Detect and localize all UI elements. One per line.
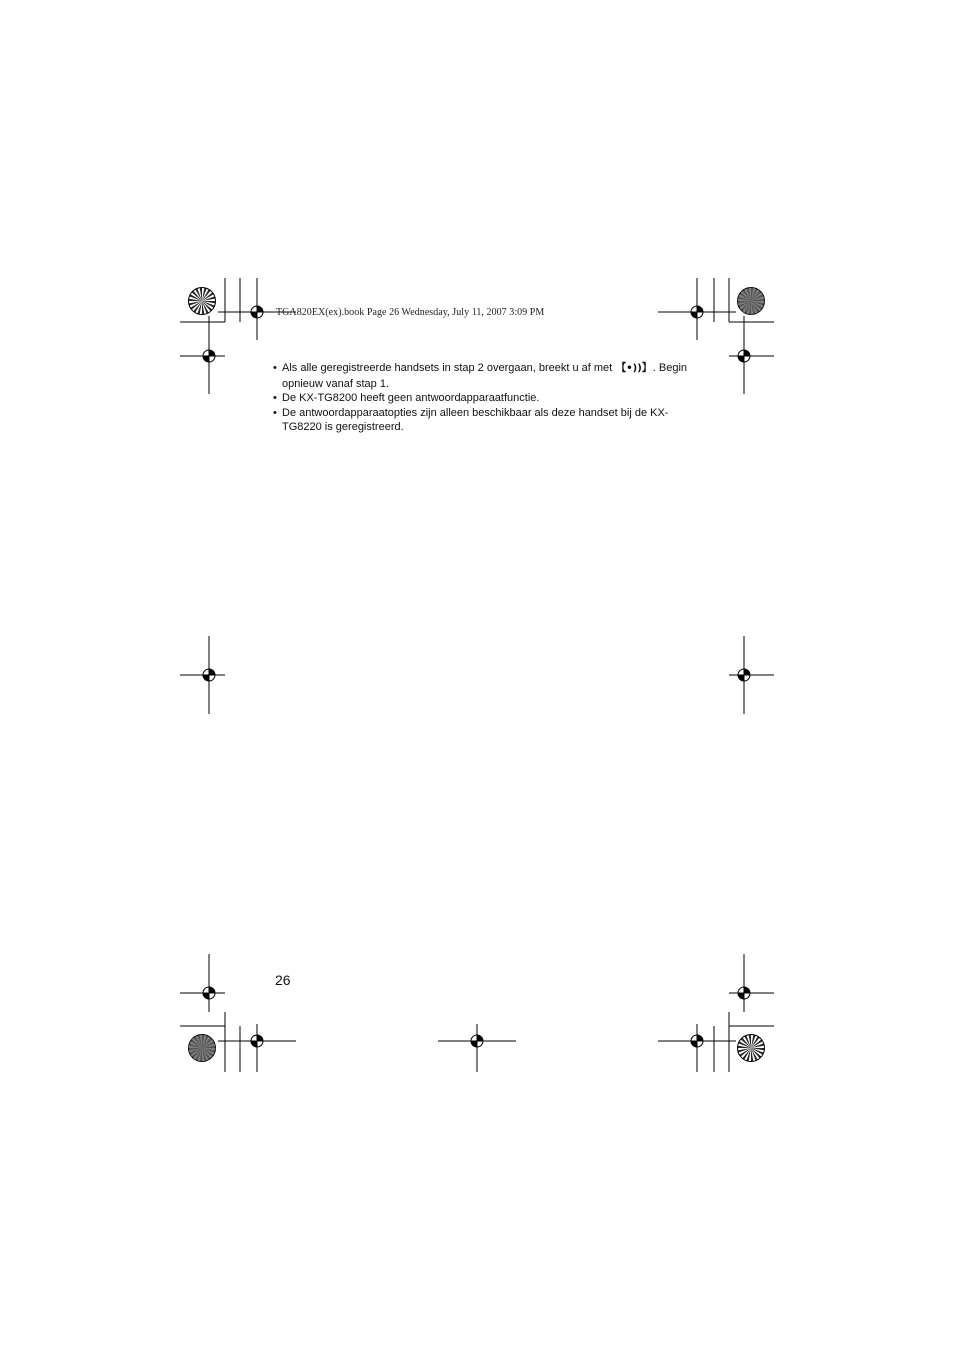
registration-mark-icon <box>471 1035 483 1047</box>
registration-mark-icon <box>738 350 750 362</box>
color-target-icon <box>738 1035 765 1062</box>
registration-mark-icon <box>738 669 750 681</box>
list-item: • De antwoordapparaatopties zijn alleen beschikbaar als deze handset bij de KX-TG8220 is geregistreerd. <box>273 406 693 435</box>
book-info-header: TGA820EX(ex).book Page 26 Wednesday, July 11, 2007 3:09 PM <box>276 307 545 318</box>
registration-mark-icon <box>251 1035 263 1047</box>
registration-mark-icon <box>691 306 703 318</box>
registration-mark-icon <box>738 987 750 999</box>
color-target-icon <box>189 1035 216 1062</box>
note-text: Als alle geregistreerde handsets in stap 2 overgaan, breekt u af met <box>282 362 616 374</box>
color-target-icon <box>738 288 765 315</box>
notes-list <box>273 361 693 435</box>
registration-mark-icon <box>203 987 215 999</box>
list-item <box>273 361 693 391</box>
page-number: 26 <box>275 972 291 988</box>
color-target-icon <box>189 288 216 315</box>
intercom-key-icon: 【•))】 <box>616 363 652 374</box>
registration-mark-icon <box>251 306 263 318</box>
registration-mark-icon <box>203 669 215 681</box>
list-item: • De KX-TG8200 heeft geen antwoordapparaatfunctie. <box>273 391 693 406</box>
note-text: . Begin opnieuw vanaf stap 1. <box>282 362 688 390</box>
registration-mark-icon <box>691 1035 703 1047</box>
registration-mark-icon <box>203 350 215 362</box>
